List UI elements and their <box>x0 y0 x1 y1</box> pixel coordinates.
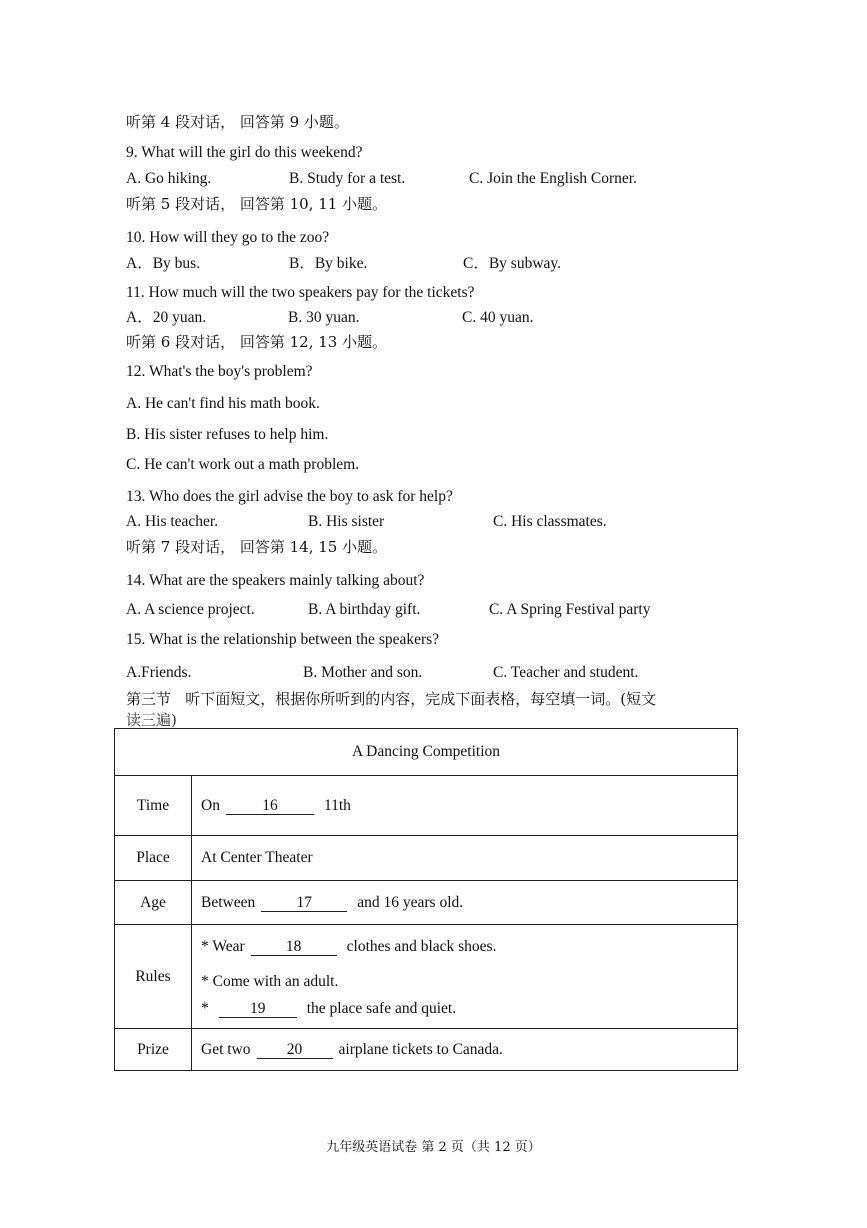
competition-table <box>114 728 738 1071</box>
rule-2: * Come with an adult. <box>201 972 339 990</box>
question-15: 15. What is the relationship between the speakers? <box>126 631 440 648</box>
q11-option-c: C. 40 yuan. <box>462 309 534 326</box>
q11-option-b: B. 30 yuan. <box>288 309 360 326</box>
section-4-heading: 听第 4 段对话， 回答第 9 小题。 <box>126 113 349 131</box>
rule-3 <box>201 999 737 1019</box>
blank-17: 17 <box>261 894 347 912</box>
time-suffix: 11th <box>323 796 351 814</box>
q14-option-a: A. A science project. <box>126 601 255 618</box>
page-footer: 九年级英语试卷 第 2 页（共 12 页） <box>326 1140 541 1155</box>
question-11: 11. How much will the two speakers pay for the tickets? <box>126 284 475 301</box>
rule-1 <box>201 937 737 957</box>
question-14: 14. What are the speakers mainly talking about? <box>126 572 425 589</box>
row-value-time <box>192 776 738 836</box>
age-prefix: Between <box>201 893 256 911</box>
blank-16: 16 <box>226 797 314 815</box>
q13-option-b: B. His sister <box>308 513 385 530</box>
row-label-place: Place <box>115 836 192 881</box>
rule-3-suffix: the place safe and quiet. <box>306 999 457 1017</box>
row-label-time: Time <box>115 776 192 836</box>
q15-option-b: B. Mother and son. <box>303 664 423 681</box>
table-title: A Dancing Competition <box>115 729 738 776</box>
row-label-age: Age <box>115 881 192 925</box>
row-value-age <box>192 881 738 925</box>
q15-option-c: C. Teacher and student. <box>493 664 639 681</box>
q9-option-a: A. Go hiking. <box>126 170 212 187</box>
q13-option-a: A. His teacher. <box>126 513 219 530</box>
section-5-heading: 听第 5 段对话， 回答第 10, 11 小题。 <box>126 195 388 213</box>
blank-18: 18 <box>251 938 337 956</box>
row-label-rules: Rules <box>115 925 192 1029</box>
row-value-rules <box>192 925 738 1029</box>
q10-option-b: B．By bike. <box>289 255 368 272</box>
question-10: 10. How will they go to the zoo? <box>126 229 330 246</box>
q14-option-c: C. A Spring Festival party <box>489 601 651 618</box>
rule-1-prefix: * Wear <box>201 937 245 955</box>
blank-20: 20 <box>257 1041 333 1059</box>
rule-3-prefix: * <box>201 999 209 1017</box>
q12-option-c: C. He can't work out a math problem. <box>126 456 360 473</box>
q12-option-b: B. His sister refuses to help him. <box>126 426 329 443</box>
q15-option-a: A.Friends. <box>126 664 192 681</box>
q9-option-c: C. Join the English Corner. <box>469 170 637 187</box>
q9-option-b: B. Study for a test. <box>289 170 406 187</box>
row-label-prize: Prize <box>115 1029 192 1071</box>
q12-option-a: A. He can't find his math book. <box>126 395 320 412</box>
q10-option-c: C．By subway. <box>463 255 562 272</box>
section-6-heading: 听第 6 段对话， 回答第 12, 13 小题。 <box>126 333 388 351</box>
rule-1-suffix: clothes and black shoes. <box>346 937 497 955</box>
prize-prefix: Get two <box>201 1040 251 1058</box>
q10-option-a: A．By bus. <box>126 255 201 272</box>
q11-option-a: A．20 yuan. <box>126 309 207 326</box>
time-prefix: On <box>201 796 220 814</box>
part-3-instructions-cont: 读三遍) <box>126 711 177 729</box>
q13-option-c: C. His classmates. <box>493 513 607 530</box>
section-7-heading: 听第 7 段对话， 回答第 14, 15 小题。 <box>126 538 388 556</box>
row-value-prize <box>192 1029 738 1071</box>
row-value-place: At Center Theater <box>192 836 738 881</box>
prize-suffix: airplane tickets to Canada. <box>338 1040 503 1058</box>
age-suffix: and 16 years old. <box>357 893 464 911</box>
blank-19: 19 <box>219 1000 297 1018</box>
q14-option-b: B. A birthday gift. <box>308 601 421 618</box>
question-9: 9. What will the girl do this weekend? <box>126 144 363 161</box>
question-12: 12. What's the boy's problem? <box>126 363 313 380</box>
part-3-instructions: 第三节 听下面短文，根据你所听到的内容，完成下面表格，每空填一词。(短文 <box>126 690 657 708</box>
question-13: 13. Who does the girl advise the boy to ask for help? <box>126 488 453 505</box>
